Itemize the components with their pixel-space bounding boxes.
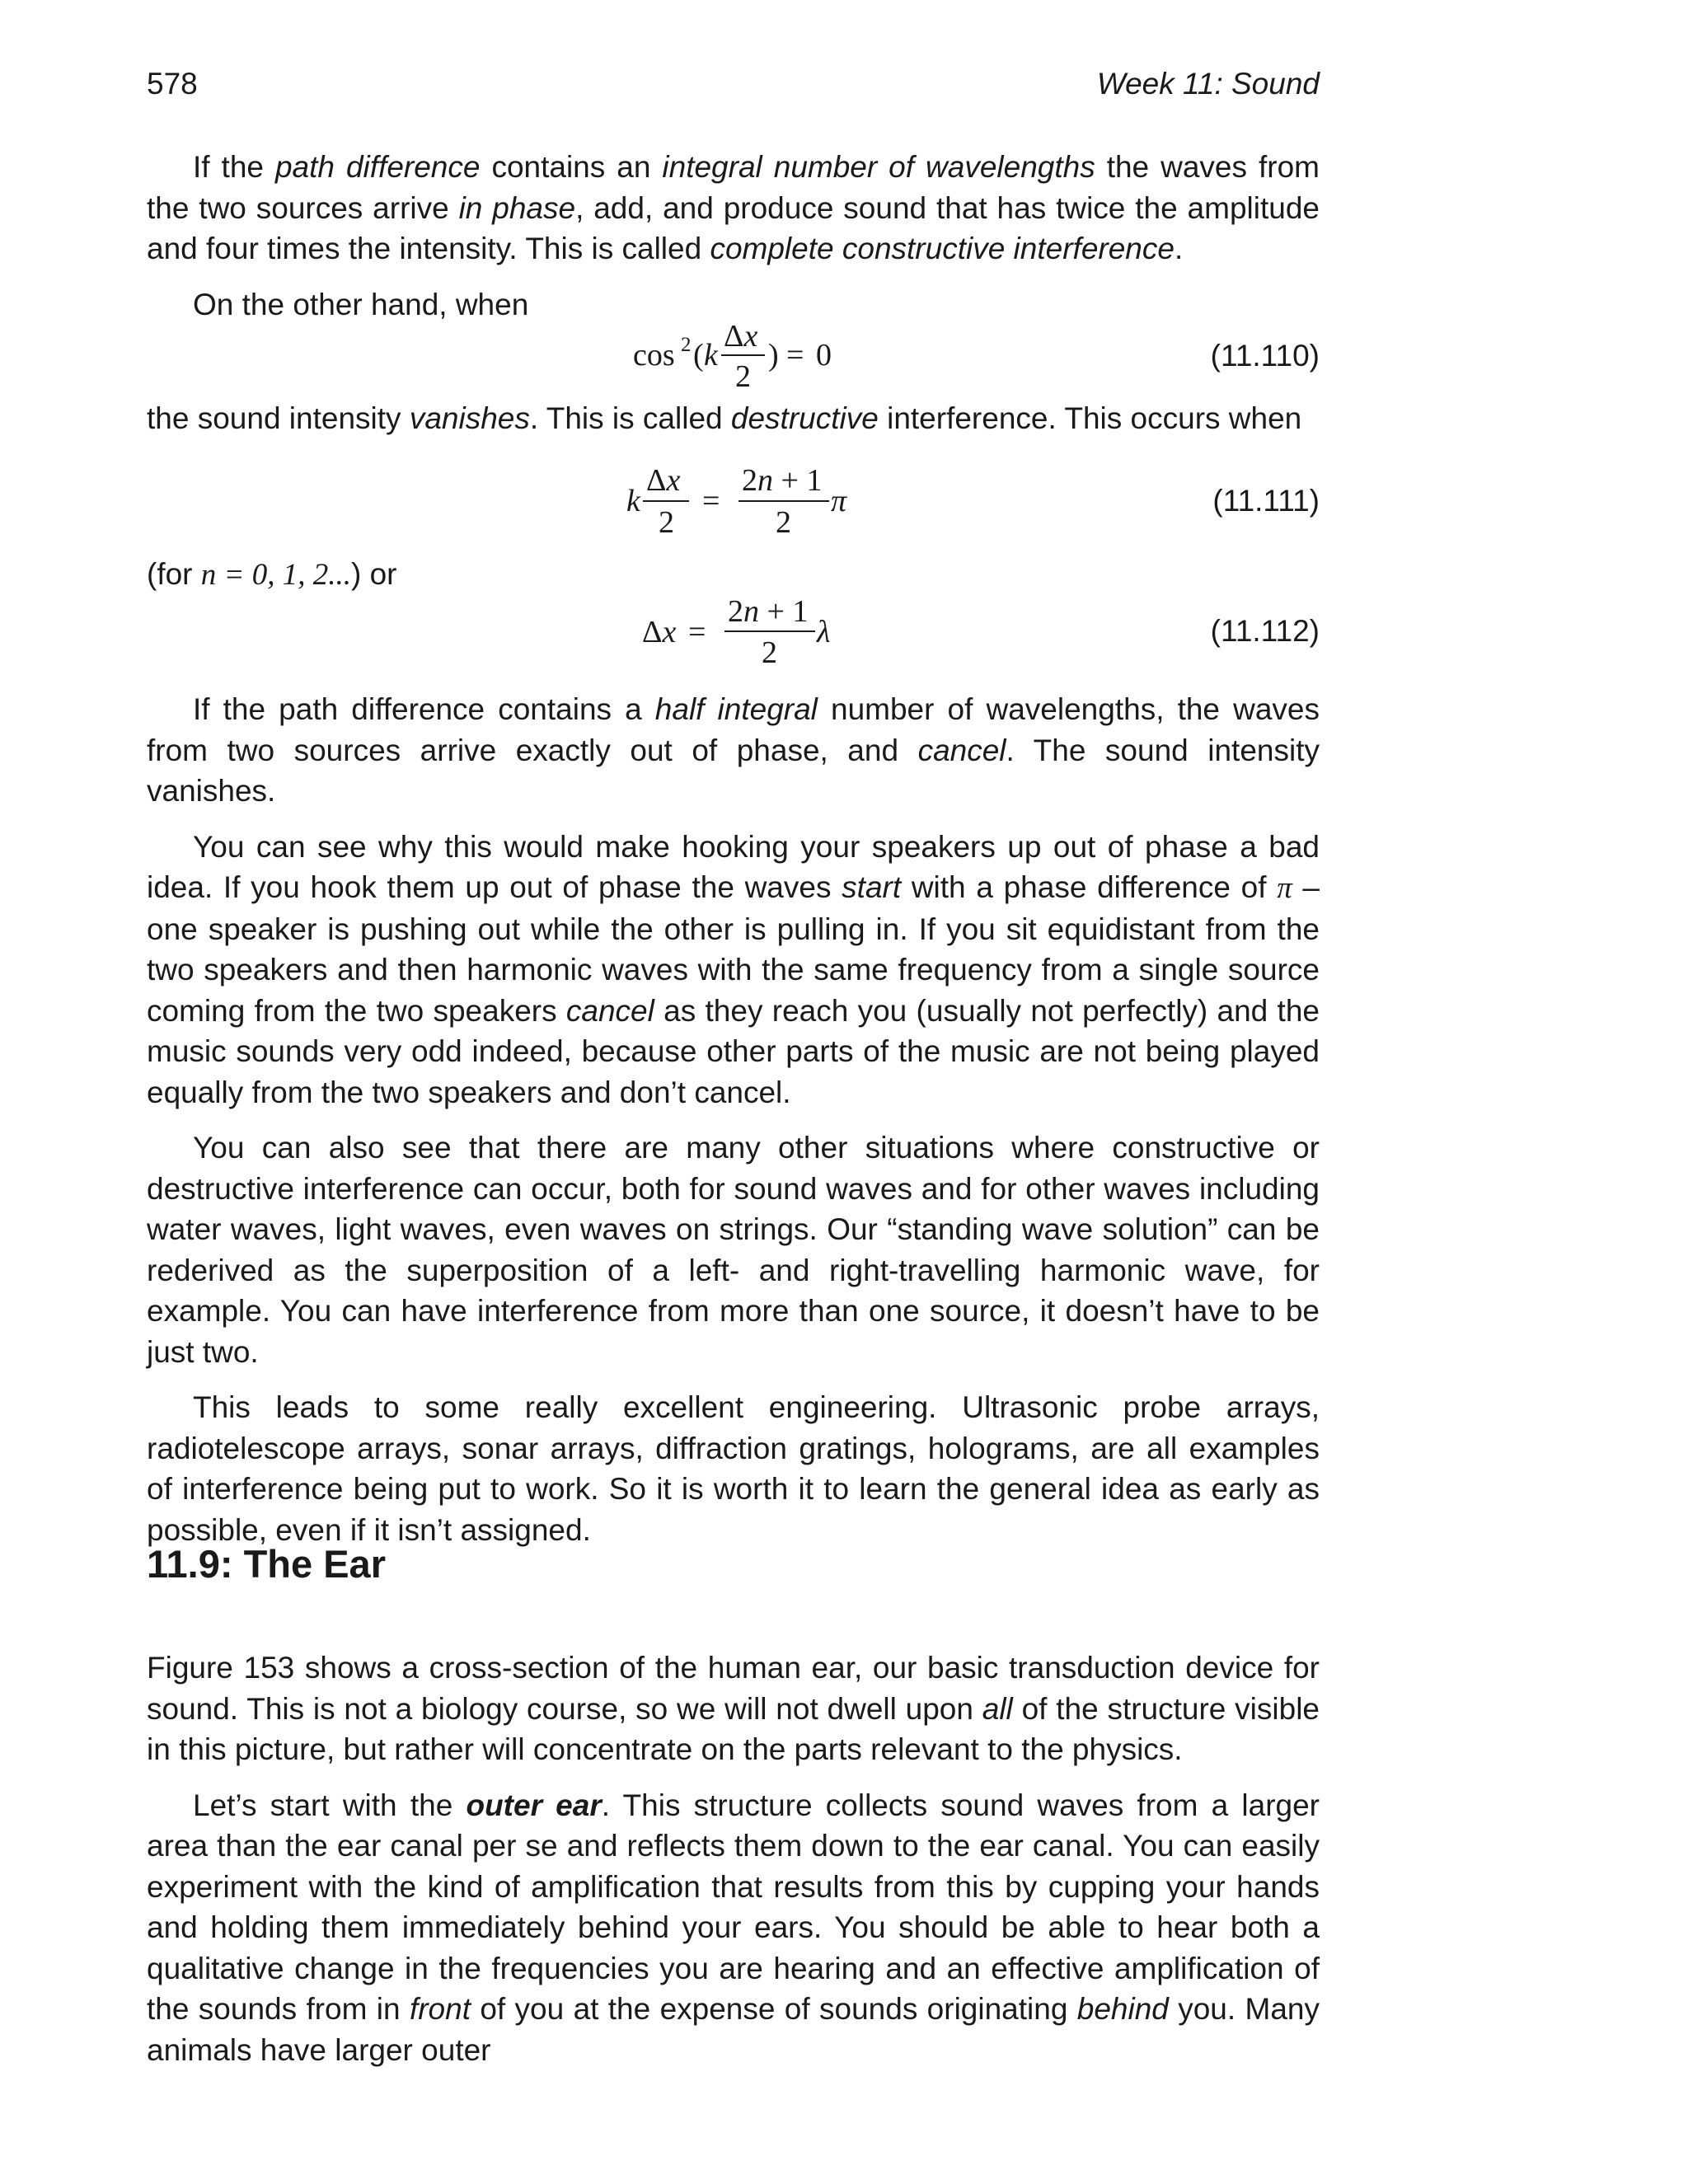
running-header: Week 11: Sound	[1096, 67, 1320, 101]
svg-text:2: 2	[681, 334, 692, 356]
svg-text:2: 2	[735, 359, 751, 394]
svg-text:k: k	[626, 484, 640, 518]
svg-text:2n + 1: 2n + 1	[742, 463, 823, 498]
paragraph-destructive: the sound intensity vanishes. This is called destructive interference. This occurs when	[147, 401, 1302, 435]
svg-text:=: =	[688, 615, 706, 649]
paragraph-for-n: (for n = 0, 1, 2...) or	[147, 557, 397, 592]
equation-11-111-formula	[626, 462, 847, 544]
paragraph-other-situations: You can also see that there are many other situations where constructive or destructive interference can occur, both for sound waves and for other waves including water waves, light waves, even waves on strings. Our “standing wave solution” can be rederived as the superposition of a left- and right-travelling harmonic wave, for example. You can have interference from more than one source, it doesn’t have to be just two.	[147, 1131, 1320, 1369]
paragraph-half-integral: If the path difference contains a half integral number of wavelengths, the waves from two sources arrive exactly out of phase, and cancel. The sound intensity vanishes.	[147, 692, 1320, 808]
text-block-ear	[147, 1647, 1320, 2085]
svg-text:Δx: Δx	[642, 615, 677, 649]
svg-text:): )	[768, 338, 779, 373]
text-block-body	[147, 689, 1320, 1565]
equation-number: (11.111)	[1212, 484, 1320, 518]
svg-text:2: 2	[762, 635, 777, 670]
svg-text:Δx: Δx	[646, 463, 681, 498]
page-number: 578	[147, 67, 198, 101]
svg-text:(: (	[693, 338, 704, 373]
paragraph-figure-153: Figure 153 shows a cross-section of the human ear, our basic transduction device for sound. This is not a biology course, so we will not dwell upon all of the structure visible in this picture, but rather will concentrate on the parts relevant to the physics.	[147, 1651, 1320, 1766]
svg-text:=: =	[702, 484, 720, 518]
svg-text:2: 2	[776, 505, 791, 540]
text-block-destructive	[147, 398, 1320, 454]
svg-text:Δx: Δx	[724, 319, 758, 354]
equation-number: (11.112)	[1210, 614, 1320, 648]
paragraph-constructive: If the path difference contains an integral number of wavelengths the waves from the two sources arrive in phase, add, and produce sound that has twice the amplitude and four times the intensity. This is called complete constructive interference.	[147, 150, 1320, 265]
svg-text:λ: λ	[817, 615, 831, 649]
equation-number: (11.110)	[1210, 339, 1320, 373]
paragraph-engineering: This leads to some really excellent engineering. Ultrasonic probe arrays, radiotelescope arrays, sonar arrays, diffraction gratings, holograms, are all examples of interference being put to work. So it is worth it to learn the general idea as early as possible, even if it isn’t assigned.	[147, 1390, 1320, 1547]
svg-text:cos: cos	[633, 338, 675, 373]
equation-11-111	[147, 462, 1320, 544]
paragraph-speakers: You can see why this would make hooking your speakers up out of phase a bad idea. If you hook them up out of phase the waves start with a phase difference of π – one speaker is pushing out while the other is pulling in. If you sit equidistant from the two speakers and then harmonic waves with the same frequency from a single source coming from the two speakers cancel as they reach you (usually not perfectly) and the music sounds very odd indeed, because other parts of the music are not being played equally from the two speakers and don’t cancel.	[147, 829, 1320, 1109]
paragraph-outer-ear: Let’s start with the outer ear. This structure collects sound waves from a larger area than the ear canal per se and reflects them down to the ear canal. You can easily experiment with the kind of amplification that results from this by cupping your hands and holding them immediately behind your ears. You should be able to hear both a qualitative change in the frequencies you are hearing and an effective amplification of the sounds from in front of you at the expense of sounds originating behind you. Many animals have larger outer	[147, 1788, 1320, 2067]
svg-text:2n + 1: 2n + 1	[728, 594, 809, 629]
paragraph-other-hand: On the other hand, when	[193, 287, 529, 321]
equation-11-112	[147, 588, 1320, 671]
svg-text:π: π	[831, 484, 847, 518]
text-block-intro	[147, 147, 1320, 340]
svg-text:=: =	[786, 338, 804, 373]
equation-11-112-formula	[642, 588, 856, 671]
svg-text:0: 0	[816, 338, 832, 373]
section-heading: 11.9: The Ear	[147, 1542, 386, 1586]
svg-text:2: 2	[659, 505, 674, 540]
equation-11-110-formula	[633, 318, 847, 401]
svg-text:k: k	[704, 338, 718, 373]
equation-11-110	[147, 318, 1320, 401]
